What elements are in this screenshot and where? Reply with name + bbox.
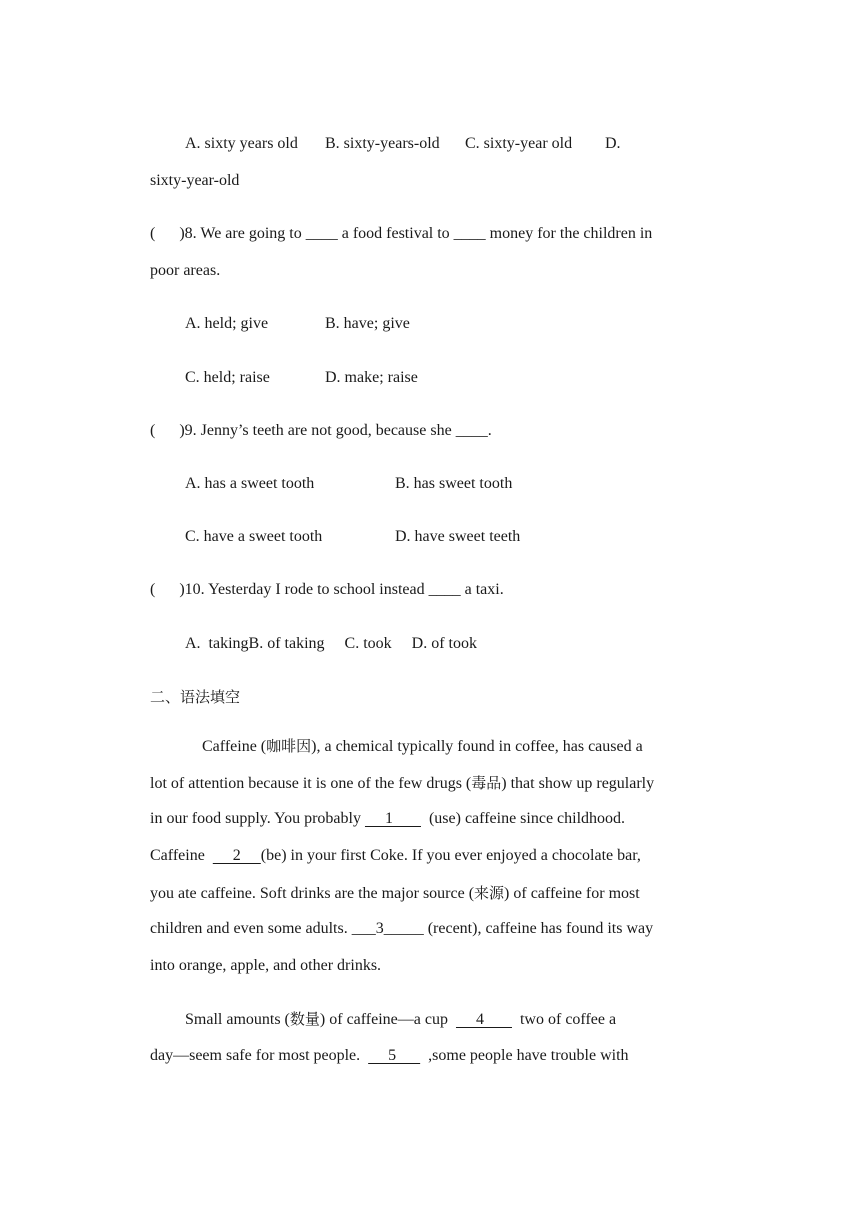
passage-text: ) that show up regularly [501, 775, 655, 792]
passage-text: (use) caffeine since childhood. [420, 810, 626, 827]
blank-5[interactable]: 5 [368, 1047, 421, 1064]
passage-text: you ate caffeine. Soft drinks are the major source ( [150, 885, 475, 902]
q8-stem-line1: ( )8. We are going to ____ a food festival to ____ money for the children in [150, 225, 653, 242]
q8-option-b: B. have; give [325, 315, 410, 332]
passage-text: lot of attention because it is one of the few drugs ( [150, 775, 472, 792]
q10-stem: ( )10. Yesterday I rode to school instead ____ a taxi. [150, 581, 504, 598]
passage-text: ), a chemical typically found in coffee, has caused a [311, 738, 643, 755]
passage-chinese-gloss: 咖啡因 [266, 737, 312, 755]
passage-chinese-gloss: 数量 [289, 1010, 320, 1028]
q10-options: A. takingB. of taking C. took D. of took [185, 635, 477, 652]
passage-text: ) of caffeine for most [504, 885, 640, 902]
q8-option-a: A. held; give [185, 315, 269, 332]
passage-text: ) of caffeine—a cup [319, 1011, 456, 1028]
passage-text: ,some people have trouble with [420, 1047, 629, 1064]
q9-stem: ( )9. Jenny’s teeth are not good, because she ____. [150, 422, 492, 439]
q7-option-b: B. sixty-years-old [325, 135, 440, 152]
passage-chinese-gloss: 来源 [474, 884, 505, 902]
blank-4[interactable]: 4 [455, 1011, 512, 1028]
q8-stem-line2: poor areas. [150, 262, 221, 279]
blank-2[interactable]: 2 [212, 847, 261, 864]
passage-line-7: into orange, apple, and other drinks. [150, 957, 382, 974]
passage-line-5 [150, 883, 640, 904]
q7-option-d-text: sixty-year-old [150, 172, 240, 189]
passage-line-1 [202, 736, 643, 757]
passage-line-6: children and even some adults. ___3_____ (recent), caffeine has found its way [150, 920, 654, 937]
passage-text: two of coffee a [511, 1011, 617, 1028]
passage-line-2 [150, 773, 654, 794]
q8-option-c: C. held; raise [185, 369, 270, 386]
passage-line-3 [150, 809, 625, 829]
passage-text: (be) in your first Coke. If you ever enjoyed a chocolate bar, [260, 847, 641, 864]
q9-option-a: A. has a sweet tooth [185, 475, 315, 492]
passage-text: in our food supply. You probably [150, 810, 365, 827]
passage-text: Small amounts ( [185, 1011, 290, 1028]
q9-option-d: D. have sweet teeth [395, 528, 521, 545]
q9-option-b: B. has sweet tooth [395, 475, 513, 492]
passage-text: Caffeine ( [202, 738, 267, 755]
passage-text: Caffeine [150, 847, 213, 864]
q9-option-c: C. have a sweet tooth [185, 528, 323, 545]
q7-option-c: C. sixty-year old [465, 135, 573, 152]
q8-option-d: D. make; raise [325, 369, 418, 386]
q7-option-d-label: D. [605, 135, 621, 152]
q7-option-a: A. sixty years old [185, 135, 298, 152]
passage2-line-2 [150, 1046, 629, 1066]
passage-chinese-gloss: 毒品 [471, 774, 502, 792]
section-heading: 二、语法填空 [150, 688, 241, 706]
passage2-line-1 [185, 1009, 616, 1030]
blank-1[interactable]: 1 [364, 810, 421, 827]
passage-text: day—seem safe for most people. [150, 1047, 369, 1064]
passage-line-4 [150, 846, 641, 866]
